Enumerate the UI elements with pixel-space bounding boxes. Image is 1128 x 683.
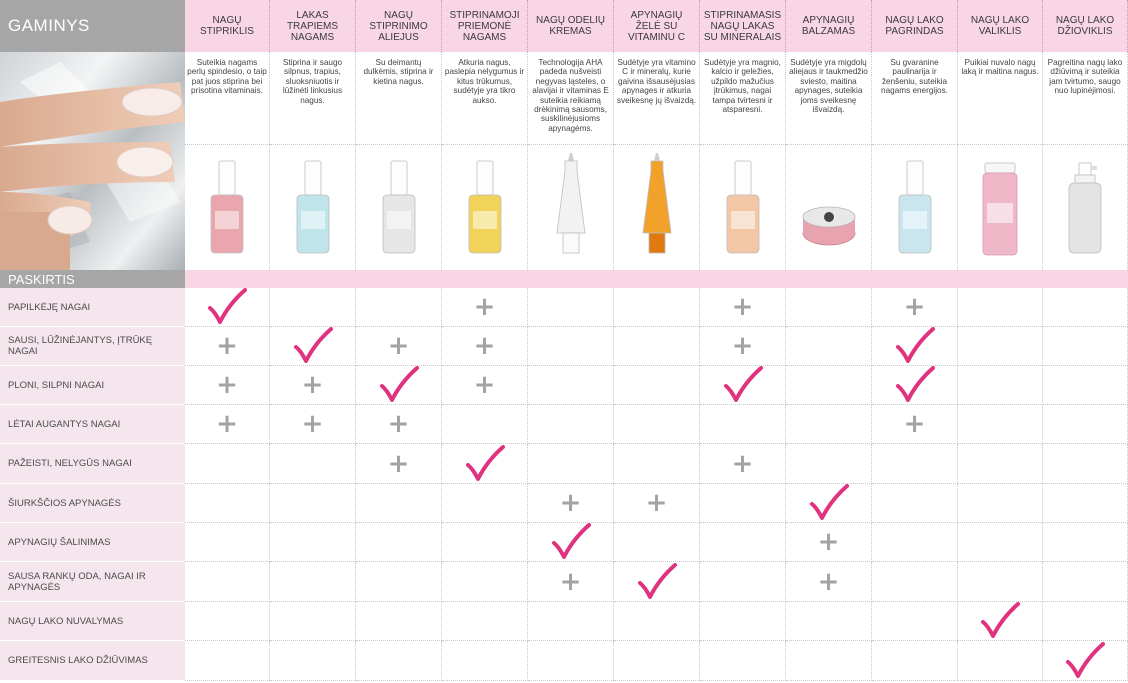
pink-jar-icon <box>799 153 859 263</box>
plus-icon: + <box>731 292 754 322</box>
plus-icon: + <box>903 409 926 439</box>
table-cell <box>700 562 786 602</box>
table-cell <box>356 602 442 641</box>
product-description-11: Pagreitina nagų lako džiūvimą ir suteikia jam tvirtumo, saugo nuo lupinėjimosi. <box>1043 52 1128 145</box>
product-header-10: NAGŲ LAKO VALIKLIS <box>958 0 1043 52</box>
table-cell <box>1043 602 1128 641</box>
table-cell <box>270 602 356 641</box>
purpose-label-8: SAUSA RANKŲ ODA, NAGAI IR APYNAGĖS <box>0 562 185 602</box>
table-cell <box>1043 523 1128 562</box>
table-cell <box>872 444 958 484</box>
product-header-9: NAGŲ LAKO PAGRINDAS <box>872 0 958 52</box>
table-cell <box>614 327 700 366</box>
table-cell <box>1043 444 1128 484</box>
table-cell <box>614 562 700 602</box>
product-image-6 <box>614 145 700 270</box>
plus-icon: + <box>559 488 582 518</box>
table-cell <box>356 288 442 327</box>
purpose-label-2: SAUSI, LŪŽINĖJANTYS, ĮTRŪKĘ NAGAI <box>0 327 185 366</box>
table-cell <box>185 327 270 366</box>
purpose-label-4: LĖTAI AUGANTYS NAGAI <box>0 405 185 444</box>
check-mark <box>551 523 591 561</box>
check-mark <box>379 366 419 404</box>
product-header-4: STIPRINAMOJI PRIEMONĖ NAGAMS <box>442 0 528 52</box>
gaminys-header: GAMINYS <box>0 0 185 52</box>
purpose-label-7: APYNAGIŲ ŠALINIMAS <box>0 523 185 562</box>
check-mark <box>895 366 935 404</box>
table-cell <box>356 562 442 602</box>
blue-clear-bottle-icon <box>885 153 945 263</box>
check-mark <box>465 445 505 483</box>
table-cell <box>442 562 528 602</box>
product-description-8: Sudėtyje yra migdolų aliejaus ir taukmedžio sviesto, maitina apynages, suteikia joms sveikesnę išvaizdą. <box>786 52 872 145</box>
table-cell <box>356 523 442 562</box>
light-blue-bottle-icon <box>283 153 343 263</box>
product-description-4: Atkuria nagus, paslepia nelygumus ir kitus trūkumus, sudėtyje yra tikro aukso. <box>442 52 528 145</box>
nails-photo <box>0 52 185 270</box>
product-description-9: Su gvaranine paulinarija ir ženšeniu, suteikia nagams energijos. <box>872 52 958 145</box>
checkmark-icon <box>980 602 1020 640</box>
plus-icon: + <box>903 292 926 322</box>
table-cell <box>185 562 270 602</box>
check-mark <box>723 366 763 404</box>
table-cell <box>700 444 786 484</box>
check-mark <box>895 327 935 365</box>
table-cell <box>872 562 958 602</box>
orange-tube-icon <box>627 153 687 263</box>
plus-icon: + <box>216 409 238 439</box>
table-cell <box>356 641 442 681</box>
purpose-label-6: ŠIURKŠČIOS APYNAGĖS <box>0 484 185 523</box>
table-cell <box>786 484 872 523</box>
product-header-3: NAGŲ STIPRINIMO ALIEJUS <box>356 0 442 52</box>
peach-bottle-icon <box>713 153 773 263</box>
table-cell <box>270 366 356 405</box>
table-cell <box>528 288 614 327</box>
pink-bottle-icon <box>197 153 257 263</box>
table-cell <box>270 484 356 523</box>
product-header-5: NAGŲ ODELIŲ KREMAS <box>528 0 614 52</box>
plus-icon: + <box>645 488 668 518</box>
table-cell <box>442 523 528 562</box>
table-cell <box>614 602 700 641</box>
spray-bottle-icon <box>1055 153 1115 263</box>
table-cell <box>614 641 700 681</box>
table-cell <box>1043 327 1128 366</box>
table-cell <box>958 523 1043 562</box>
plus-icon: + <box>559 566 582 597</box>
table-cell <box>786 562 872 602</box>
plus-icon: + <box>473 370 496 400</box>
paskirtis-header: PASKIRTIS <box>0 270 185 288</box>
product-description-1: Suteikia nagams perlų spindesio, o taip pat juos stiprina bei prisotina vitaminais. <box>185 52 270 145</box>
table-cell <box>958 562 1043 602</box>
product-image-2 <box>270 145 356 270</box>
plus-icon: + <box>473 331 496 361</box>
plus-icon: + <box>817 527 840 557</box>
check-mark <box>207 288 247 326</box>
table-cell <box>528 484 614 523</box>
table-cell <box>958 641 1043 681</box>
product-header-6: APYNAGIŲ ŽELĖ SU VITAMINU C <box>614 0 700 52</box>
product-header-7: STIPRINAMASIS NAGŲ LAKAS SU MINERALAIS <box>700 0 786 52</box>
table-cell <box>786 602 872 641</box>
table-cell <box>356 444 442 484</box>
table-cell <box>958 366 1043 405</box>
table-cell <box>700 641 786 681</box>
checkmark-icon <box>465 445 505 483</box>
product-image-10 <box>958 145 1043 270</box>
plus-icon: + <box>817 566 840 597</box>
product-description-6: Sudėtyje yra vitamino C ir mineralų, kurie gaivina išsausėjusias apynages ir atkuria sveikesnę jų išvaizdą. <box>614 52 700 145</box>
purpose-label-3: PLONI, SILPNI NAGAI <box>0 366 185 405</box>
product-description-10: Puikiai nuvalo nagų laką ir maitina nagus. <box>958 52 1043 145</box>
table-cell <box>958 602 1043 641</box>
table-cell <box>185 405 270 444</box>
table-cell <box>958 288 1043 327</box>
table-cell <box>786 327 872 366</box>
table-cell <box>958 327 1043 366</box>
table-cell <box>614 484 700 523</box>
purpose-label-5: PAŽEISTI, NELYGŪS NAGAI <box>0 444 185 484</box>
table-cell <box>786 366 872 405</box>
table-cell <box>185 366 270 405</box>
product-header-1: NAGŲ STIPRIKLIS <box>185 0 270 52</box>
table-cell <box>185 484 270 523</box>
purpose-label-1: PAPILKĖJĘ NAGAI <box>0 288 185 327</box>
product-header-8: APYNAGIŲ BALZAMAS <box>786 0 872 52</box>
product-description-3: Su deimantų dulkėmis, stiprina ir kietina nagus. <box>356 52 442 145</box>
table-cell <box>1043 484 1128 523</box>
product-image-7 <box>700 145 786 270</box>
table-cell <box>270 288 356 327</box>
checkmark-icon <box>895 327 935 365</box>
table-cell <box>442 327 528 366</box>
table-cell <box>356 366 442 405</box>
table-cell <box>442 288 528 327</box>
table-cell <box>872 523 958 562</box>
table-cell <box>185 602 270 641</box>
checkmark-icon <box>379 366 419 404</box>
table-cell <box>185 288 270 327</box>
table-cell <box>872 288 958 327</box>
product-image-11 <box>1043 145 1128 270</box>
table-cell <box>1043 562 1128 602</box>
plus-icon: + <box>387 409 410 439</box>
checkmark-icon <box>895 366 935 404</box>
gold-bottle-icon <box>455 153 515 263</box>
table-cell <box>958 484 1043 523</box>
plus-icon: + <box>387 331 410 361</box>
table-cell <box>356 405 442 444</box>
table-cell <box>872 602 958 641</box>
table-cell <box>958 444 1043 484</box>
table-cell <box>700 405 786 444</box>
table-cell <box>786 444 872 484</box>
pink-remover-bottle-icon <box>970 153 1030 263</box>
clear-bottle-icon <box>369 153 429 263</box>
table-cell <box>528 405 614 444</box>
table-cell <box>614 366 700 405</box>
table-cell <box>442 602 528 641</box>
table-cell <box>185 523 270 562</box>
plus-icon: + <box>473 292 496 322</box>
table-cell <box>356 484 442 523</box>
table-cell <box>700 602 786 641</box>
table-cell <box>356 327 442 366</box>
table-cell <box>1043 366 1128 405</box>
checkmark-icon <box>723 366 763 404</box>
table-cell <box>442 484 528 523</box>
plus-icon: + <box>216 370 238 400</box>
product-image-3 <box>356 145 442 270</box>
table-cell <box>528 366 614 405</box>
table-cell <box>872 405 958 444</box>
table-cell <box>442 366 528 405</box>
checkmark-icon <box>809 484 849 522</box>
product-header-11: NAGŲ LAKO DŽIOVIKLIS <box>1043 0 1128 52</box>
table-cell <box>614 288 700 327</box>
table-cell <box>185 641 270 681</box>
table-cell <box>270 641 356 681</box>
table-cell <box>270 327 356 366</box>
product-image-1 <box>185 145 270 270</box>
checkmark-icon <box>207 288 247 326</box>
purpose-label-10: GREITESNIS LAKO DŽIŪVIMAS <box>0 641 185 681</box>
table-cell <box>270 405 356 444</box>
white-tube-icon <box>541 153 601 263</box>
table-cell <box>872 484 958 523</box>
table-cell <box>958 405 1043 444</box>
table-cell <box>872 327 958 366</box>
table-cell <box>442 405 528 444</box>
table-cell <box>872 366 958 405</box>
product-image-5 <box>528 145 614 270</box>
table-cell <box>528 641 614 681</box>
check-mark <box>980 602 1020 640</box>
table-cell <box>528 562 614 602</box>
product-description-2: Stiprina ir saugo silpnus, trapius, sluoksniuotis ir lūžinėti linkusius nagus. <box>270 52 356 145</box>
table-cell <box>786 405 872 444</box>
product-image-4 <box>442 145 528 270</box>
table-cell <box>270 562 356 602</box>
table-cell <box>1043 641 1128 681</box>
table-cell <box>700 327 786 366</box>
product-image-8 <box>786 145 872 270</box>
manicured-hand-image <box>0 52 185 270</box>
plus-icon: + <box>731 331 754 361</box>
table-cell <box>528 602 614 641</box>
table-cell <box>528 444 614 484</box>
table-cell <box>442 641 528 681</box>
plus-icon: + <box>731 448 754 479</box>
table-cell <box>528 523 614 562</box>
checkmark-icon <box>551 523 591 561</box>
table-cell <box>700 288 786 327</box>
plus-icon: + <box>301 409 324 439</box>
table-cell <box>185 444 270 484</box>
table-cell <box>1043 405 1128 444</box>
purpose-label-9: NAGŲ LAKO NUVALYMAS <box>0 602 185 641</box>
product-description-5: Technologija AHA padeda nušveisti negyvas ląsteles, o alavijai ir vitaminas E suteikia reikiamą drėkinimą sausoms, suskilinėjusioms apynagėms. <box>528 52 614 145</box>
table-cell <box>270 523 356 562</box>
table-cell <box>700 484 786 523</box>
plus-icon: + <box>216 331 238 361</box>
plus-icon: + <box>387 448 410 479</box>
table-cell <box>614 444 700 484</box>
table-cell <box>614 405 700 444</box>
paskirtis-strip <box>185 270 1128 288</box>
table-cell <box>872 641 958 681</box>
check-mark <box>293 327 333 365</box>
table-cell <box>1043 288 1128 327</box>
checkmark-icon <box>293 327 333 365</box>
table-cell <box>528 327 614 366</box>
table-cell <box>700 366 786 405</box>
check-mark <box>637 563 677 601</box>
checkmark-icon <box>637 563 677 601</box>
table-cell <box>700 523 786 562</box>
product-description-7: Sudėtyje yra magnio, kalcio ir geležies, užpildo mažučius įtrūkimus, nagai tampa tvirtesni ir atsparesni. <box>700 52 786 145</box>
table-cell <box>786 523 872 562</box>
table-cell <box>614 523 700 562</box>
table-cell <box>270 444 356 484</box>
table-cell <box>442 444 528 484</box>
product-header-2: LAKAS TRAPIEMS NAGAMS <box>270 0 356 52</box>
checkmark-icon <box>1065 642 1105 680</box>
check-mark <box>809 484 849 522</box>
table-cell <box>786 288 872 327</box>
plus-icon: + <box>301 370 324 400</box>
table-cell <box>786 641 872 681</box>
check-mark <box>1065 642 1105 680</box>
product-image-9 <box>872 145 958 270</box>
